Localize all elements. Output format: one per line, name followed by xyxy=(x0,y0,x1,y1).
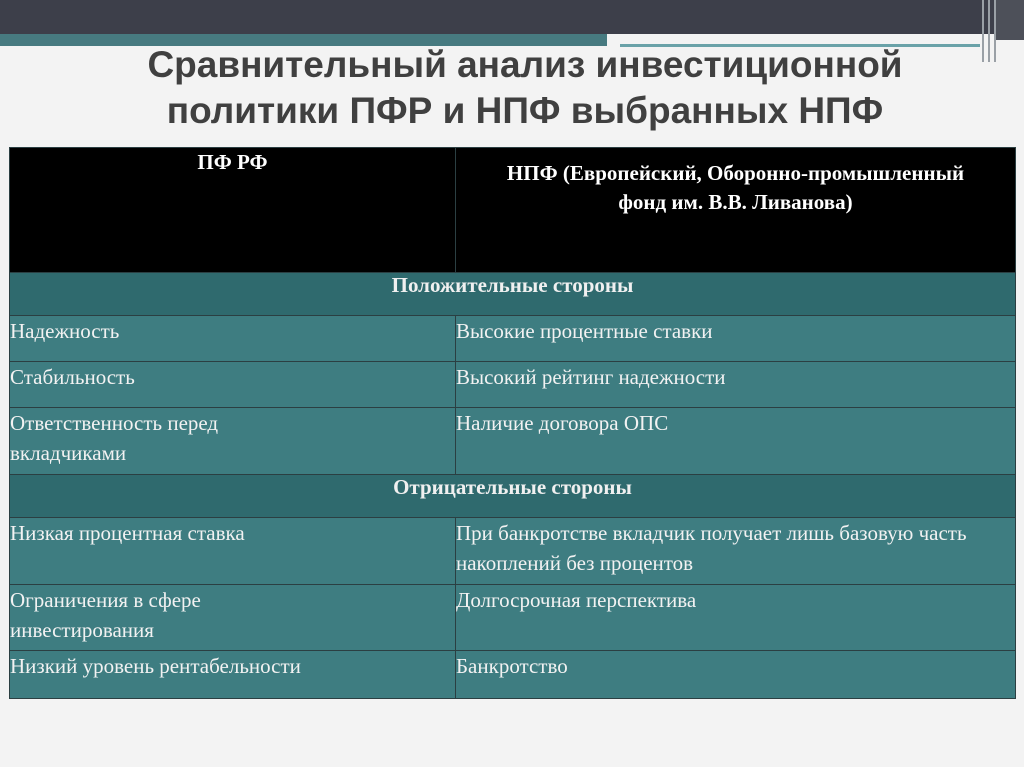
cell-npf: При банкротстве вкладчик получает лишь базовую часть накоплений без процентов xyxy=(456,518,1016,585)
table-row xyxy=(10,518,1016,585)
section-label: Отрицательные стороны xyxy=(10,475,1016,518)
header-pf-rf: ПФ РФ xyxy=(10,148,456,273)
table-row xyxy=(10,316,1016,362)
header-npf: НПФ (Европейский, Оборонно-промышленный фонд им. В.В. Ливанова) xyxy=(456,148,1016,273)
cell-pf: Низкий уровень рентабельности xyxy=(10,651,456,699)
cell-npf: Высокие процентные ставки xyxy=(456,316,1016,362)
cell-npf: Долгосрочная перспектива xyxy=(456,585,1016,651)
cell-pf: Ответственность перед вкладчиками xyxy=(10,408,456,475)
title-line-1: Сравнительный анализ инвестиционной xyxy=(147,44,903,85)
top-band xyxy=(0,0,1024,34)
section-row-negative xyxy=(10,475,1016,518)
title-line-2: политики ПФР и НПФ выбранных НПФ xyxy=(166,90,884,131)
section-label: Положительные стороны xyxy=(10,273,1016,316)
table-row xyxy=(10,362,1016,408)
comparison-table xyxy=(9,147,1016,699)
cell-pf: Стабильность xyxy=(10,362,456,408)
cell-pf: Низкая процентная ставка xyxy=(10,518,456,585)
cell-npf: Наличие договора ОПС xyxy=(456,408,1016,475)
table-row xyxy=(10,585,1016,651)
table-row xyxy=(10,408,1016,475)
section-row-positive xyxy=(10,273,1016,316)
slide-title xyxy=(60,42,990,134)
cell-pf: Надежность xyxy=(10,316,456,362)
cell-npf: Высокий рейтинг надежности xyxy=(456,362,1016,408)
cell-npf: Банкротство xyxy=(456,651,1016,699)
cell-pf: Ограничения в сфере инвестирования xyxy=(10,585,456,651)
header-row xyxy=(10,148,1016,273)
table-row xyxy=(10,651,1016,699)
